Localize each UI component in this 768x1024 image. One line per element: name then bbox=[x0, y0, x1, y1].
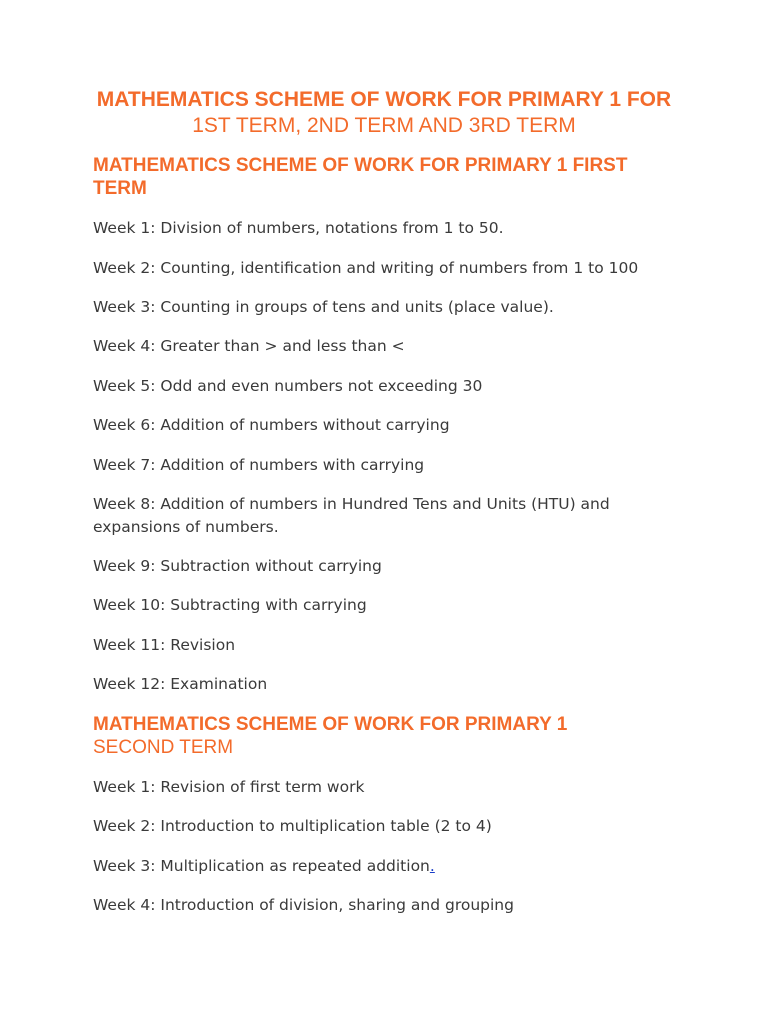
first-term-week-1: Week 1: Division of numbers, notations from 1 to 50. bbox=[93, 219, 504, 237]
second-term-week-3-line bbox=[93, 855, 683, 878]
first-term-week-6: Week 6: Addition of numbers without carrying bbox=[93, 416, 450, 434]
first-term-week-11: Week 11: Revision bbox=[93, 636, 236, 654]
first-term-week-5: Week 5: Odd and even numbers not exceeding 30 bbox=[93, 377, 483, 395]
second-term-heading-regular: SECOND TERM bbox=[93, 737, 234, 758]
first-term-week-3: Week 3: Counting in groups of tens and units (place value). bbox=[93, 298, 554, 316]
second-term-heading bbox=[93, 713, 683, 759]
first-term-week-8: Week 8: Addition of numbers in Hundred Tens and Units (HTU) and expansions of numbers. bbox=[93, 495, 610, 536]
second-term-week-1: Week 1: Revision of first term work bbox=[93, 778, 365, 796]
first-term-week-9: Week 9: Subtraction without carrying bbox=[93, 557, 382, 575]
document-title-bold: MATHEMATICS SCHEME OF WORK FOR PRIMARY 1 FOR bbox=[96, 88, 672, 111]
second-term-heading-bold: MATHEMATICS SCHEME OF WORK FOR PRIMARY 1 bbox=[93, 714, 568, 735]
first-term-heading-text: MATHEMATICS SCHEME OF WORK FOR PRIMARY 1 FIRST TERM bbox=[93, 155, 628, 199]
first-term-week-12: Week 12: Examination bbox=[93, 675, 268, 693]
first-term-week-10: Week 10: Subtracting with carrying bbox=[93, 596, 367, 614]
week-3-link[interactable]: . bbox=[429, 857, 435, 875]
second-term-week-2: Week 2: Introduction to multiplication table (2 to 4) bbox=[93, 817, 492, 835]
document-title bbox=[93, 87, 675, 139]
first-term-week-2: Week 2: Counting, identification and writing of numbers from 1 to 100 bbox=[93, 259, 639, 277]
second-term-week-3: Week 3: Multiplication as repeated addition bbox=[93, 857, 430, 875]
second-term-week-4: Week 4: Introduction of division, sharing and grouping bbox=[93, 896, 514, 914]
first-term-heading bbox=[93, 154, 683, 200]
document-title-regular: 1ST TERM, 2ND TERM AND 3RD TERM bbox=[192, 114, 576, 137]
first-term-week-7: Week 7: Addition of numbers with carrying bbox=[93, 456, 425, 474]
first-term-week-4: Week 4: Greater than > and less than < bbox=[93, 337, 405, 355]
